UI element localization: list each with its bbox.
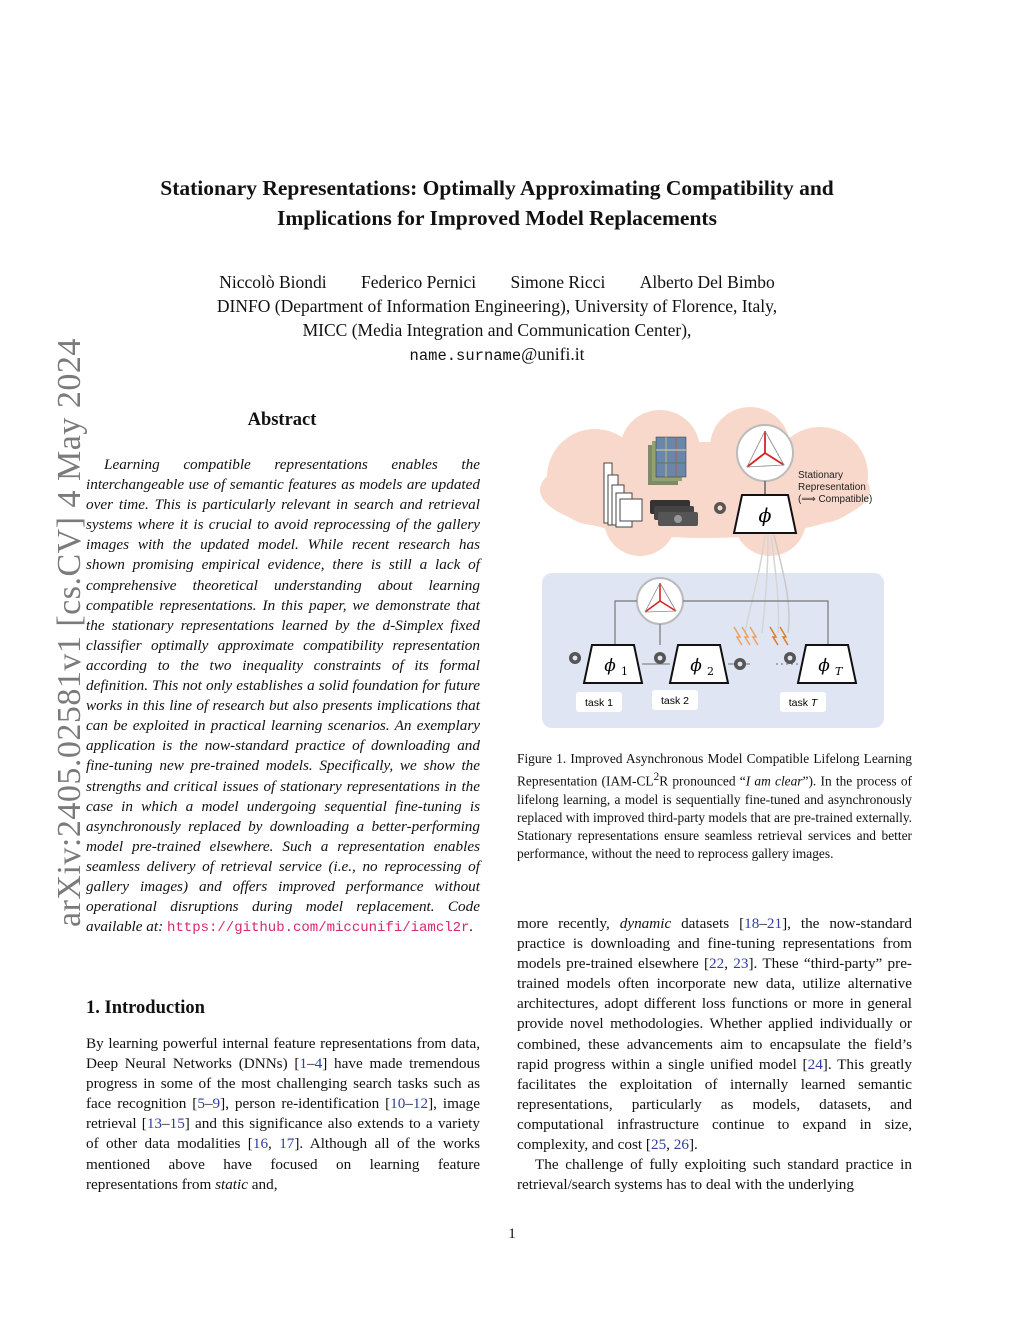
- image-grid-icon: [648, 437, 686, 485]
- citation-link[interactable]: 21: [766, 915, 783, 932]
- caption-part-3: ”). In the process of lifelong learning, a model is sequentially fine-tuned and asynchronously replaced with improved third-party models that are pre-trained externally. Stationary representations ensure seamless retrieval services and better performance, without the need to reprocess gallery images.: [517, 773, 912, 862]
- intro-text: –: [307, 1055, 315, 1073]
- citation-link[interactable]: 26: [673, 1136, 689, 1154]
- stationary-label-3: (⟹ Compatible): [798, 494, 873, 505]
- citation-link[interactable]: 9: [212, 1095, 221, 1113]
- model-phiT-label: ϕ: [818, 656, 830, 676]
- citation-link[interactable]: 23: [733, 955, 749, 973]
- citation-link[interactable]: 16: [252, 1135, 269, 1153]
- body-text: ,: [666, 1136, 674, 1154]
- citation-link[interactable]: 13: [146, 1115, 163, 1133]
- paragraph: The challenge of fully exploiting such standard practice in retrieval/search systems has to deal with the underlying: [517, 1156, 912, 1194]
- page-number: 1: [508, 1226, 516, 1242]
- body-text: datasets [: [671, 915, 745, 932]
- figure-1-caption: [517, 750, 912, 864]
- model-phiT-sub: T: [835, 665, 843, 678]
- author-email: [80, 342, 914, 368]
- model-phi1-label: ϕ: [604, 656, 616, 676]
- arxiv-stamp-text: arXiv:2405.02581v1 [cs.CV] 4 May 2024: [51, 338, 88, 927]
- gear-icon: [714, 502, 726, 514]
- email-domain: @unifi.it: [521, 344, 585, 364]
- intro-text: By learning powerful internal feature representations from data, Deep Neural Networks (DNNs) [: [86, 1035, 480, 1073]
- author-block: [80, 270, 914, 368]
- caption-part-2: R pronounced “: [659, 773, 746, 789]
- body-text: ,: [724, 955, 734, 973]
- citation-link[interactable]: 22: [709, 955, 725, 973]
- title-line-1: Stationary Representations: Optimally Approximating Compatibility and: [160, 176, 834, 200]
- caption-sup: 2: [653, 771, 660, 784]
- intro-body: [86, 1034, 480, 1195]
- intro-text: ] have made tremendous progress in some of the most challenging search tasks such as face recognition [: [86, 1055, 480, 1113]
- body-text: more recently,: [517, 915, 620, 932]
- citation-link[interactable]: 1: [299, 1055, 308, 1073]
- task-T-prefix: task: [788, 697, 811, 709]
- intro-text: –: [204, 1095, 213, 1113]
- citation-link[interactable]: 25: [650, 1136, 667, 1154]
- arxiv-stamp: [0, 0, 88, 1325]
- model-phi2-label: ϕ: [690, 656, 702, 676]
- stationary-label-1: Stationary: [798, 470, 844, 481]
- caption-part-1: Figure 1. Improved Asynchronous Model Compatible Lifelong Learning Representation (IAM-CL: [517, 751, 912, 789]
- author-name: Simone Ricci: [510, 272, 606, 292]
- body-emphasis: dynamic: [619, 915, 672, 932]
- code-link[interactable]: https://github.com/miccunifi/iamcl2r: [166, 920, 470, 937]
- citation-link[interactable]: 4: [314, 1055, 323, 1073]
- affiliation-1: DINFO (Department of Information Engineering), University of Florence, Italy,: [216, 296, 778, 316]
- intro-text: –: [405, 1095, 413, 1113]
- right-column-body: [517, 914, 912, 1195]
- intro-text: ,: [268, 1135, 280, 1153]
- intro-text: ], image retrieval [: [86, 1095, 480, 1133]
- author-names: [80, 270, 914, 294]
- body-text: ]. These “third-party” pre-trained models often incorporate new data, utilize alternative architectures, adopt different loss functions or more in general provide novel methodologies. Whether applied individually or combined, these advancements aim to encapsulate the field’s rapid progress within a single unified model [: [517, 955, 912, 1073]
- citation-link[interactable]: 17: [279, 1135, 295, 1153]
- intro-text: and,: [247, 1175, 278, 1193]
- citation-link[interactable]: 18: [744, 915, 760, 932]
- abstract-end: .: [469, 918, 474, 936]
- paragraph: [517, 914, 912, 1155]
- citation-link[interactable]: 12: [412, 1095, 429, 1113]
- intro-emphasis: static: [215, 1175, 248, 1193]
- task-1-label: task 1: [584, 697, 614, 709]
- author-name: Alberto Del Bimbo: [639, 272, 775, 292]
- affiliation-2: MICC (Media Integration and Communication Center),: [302, 320, 692, 340]
- model-phi2-sub: 2: [707, 665, 714, 678]
- citation-link[interactable]: 5: [197, 1095, 205, 1113]
- lower-simplex-icon: [637, 578, 683, 624]
- author-name: Federico Pernici: [360, 272, 477, 292]
- paper-title: [80, 173, 914, 233]
- intro-heading: 1. Introduction: [86, 998, 205, 1018]
- intro-text: ], person re-identification [: [220, 1095, 391, 1113]
- model-phi1-sub: 1: [621, 665, 628, 678]
- task-T-label: [789, 697, 819, 709]
- body-text: ], the now-standard practice is downloading and fine-tuning representations from models pre-trained elsewhere [: [517, 915, 912, 973]
- citation-link[interactable]: 10: [390, 1095, 406, 1113]
- intro-text: ] and this significance also extends to a variety of other data modalities [: [86, 1115, 480, 1153]
- model-phi-label: ϕ: [758, 505, 772, 527]
- citation-link[interactable]: 24: [807, 1055, 823, 1073]
- author-name: Niccolò Biondi: [219, 272, 327, 292]
- figure-1: [520, 405, 890, 735]
- caption-pronunciation: I am clear: [745, 773, 803, 789]
- citation-link[interactable]: 15: [169, 1115, 185, 1133]
- title-line-2: Implications for Improved Model Replacements: [277, 206, 717, 230]
- intro-text: –: [162, 1115, 170, 1133]
- task-T-var: T: [810, 697, 818, 709]
- figure-1-diagram: [520, 405, 890, 735]
- abstract-body: [86, 455, 480, 938]
- body-text: ]. This greatly facilitates the exploitation of internally learned semantic representations, particularly as models, datasets, and computational infrastructure continue to expand in size, complexity, and cost [: [517, 1055, 912, 1154]
- intro-text: ]. Although all of the works mentioned above have focused on learning feature representations from: [86, 1135, 480, 1193]
- stationary-label-2: Representation: [798, 482, 866, 493]
- task-2-label: task 2: [660, 695, 690, 707]
- body-text: –: [759, 915, 767, 932]
- body-text: ].: [688, 1136, 698, 1154]
- abstract-heading: Abstract: [247, 410, 317, 430]
- email-local: name.surname: [409, 347, 522, 365]
- abstract-text: Learning compatible representations enables the interchangeable use of semantic features as models are updated over time. This is particularly relevant in search and retrieval systems where it is crucial to avoid reprocessing of the gallery images with the updated model. While recent research has shown promising empirical evidence, there is still a lack of comprehensive theoretical understanding about learning compatible representations. In this paper, we demonstrate that the stationary representations learned by the d-Simplex fixed classifier optimally approximate compatibility representation according to the two inequality constraints of its formal definition. This not only establishes a solid foundation for future works in this line of research but also presents implications that can be exploited in practical learning scenarios. An exemplary application is the now-standard practice of downloading and fine-tuning new pre-trained models. Specifically, we show the strengths and critical issues of stationary representations in the case in which a model undergoing sequential fine-tuning is asynchronously replaced by downloading a better-performing model pre-trained elsewhere. Such a representation enables seamless delivery of retrieval service (i.e., no reprocessing of gallery images) and offers improved performance without operational disruptions during model replacement. Code available at:: [86, 456, 480, 936]
- simplex-icon: [737, 425, 793, 481]
